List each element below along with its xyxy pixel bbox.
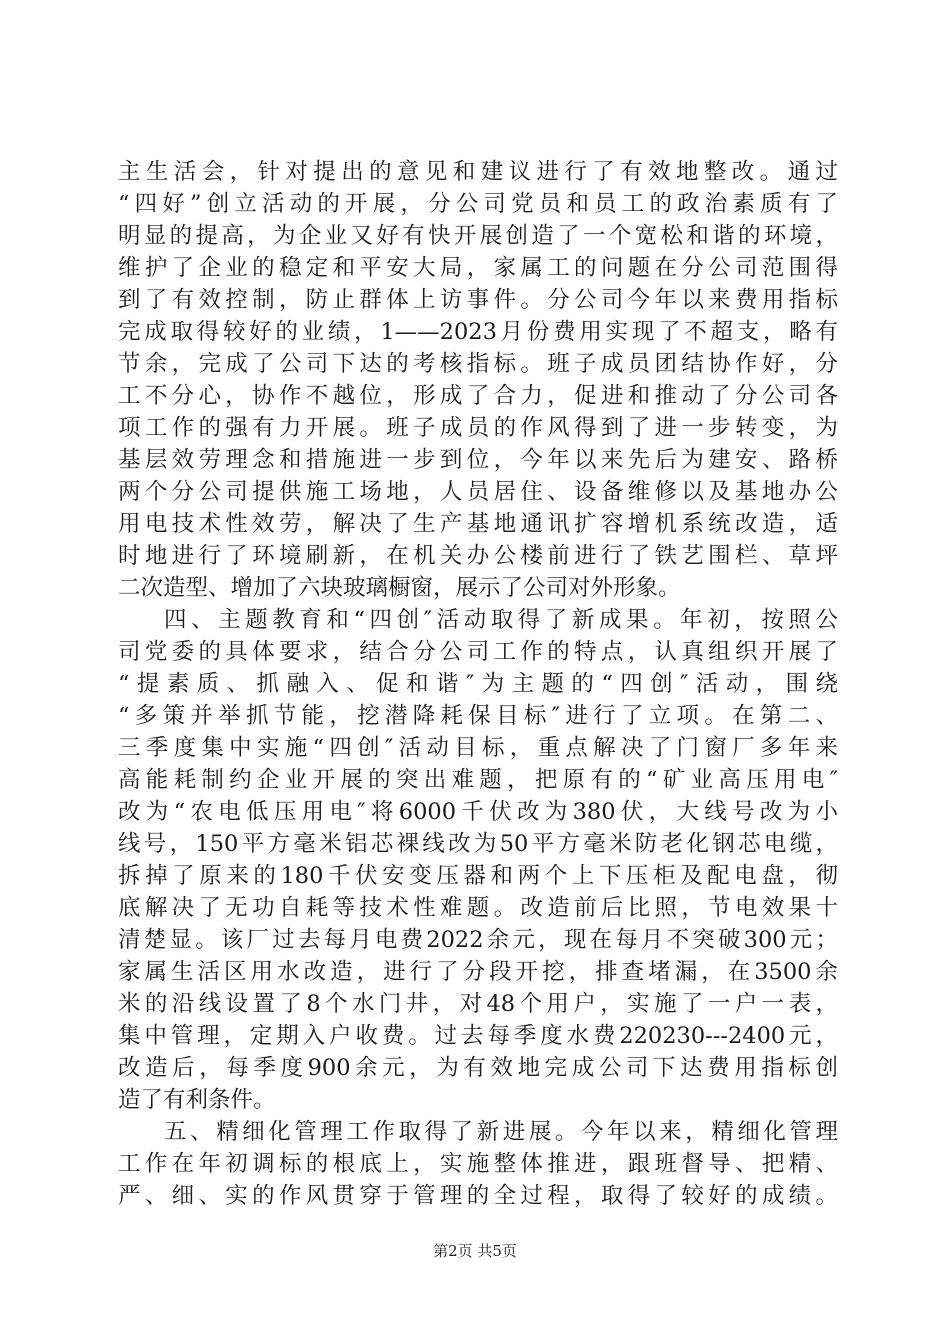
text-line: 米的沿线设置了8个水门井，对48个用户，实施了一户一表， — [118, 991, 838, 1017]
text-line: “多策并举抓节能，挖潜降耗保目标″进行了立项。在第二、 — [118, 703, 838, 729]
text-line: 家属生活区用水改造，进行了分段开挖，排查堵漏，在3500余 — [118, 959, 838, 985]
text-line: 两个分公司提供施工场地，人员居住、设备维修以及基地办公 — [118, 479, 838, 505]
text-line: 改造后，每季度900余元，为有效地完成公司下达费用指标创 — [118, 1055, 838, 1081]
text-line: 完成取得较好的业绩，1——2023月份费用实现了不超支，略有 — [118, 319, 838, 345]
text-line: 严、细、实的作风贯穿于管理的全过程，取得了较好的成绩。 — [118, 1183, 838, 1209]
document-body — [118, 156, 838, 1212]
text-line: 集中管理，定期入户收费。过去每季度水费220230---2400元， — [118, 1023, 838, 1049]
text-line: 主生活会，针对提出的意见和建议进行了有效地整改。通过 — [118, 159, 838, 185]
text-line: 节余，完成了公司下达的考核指标。班子成员团结协作好，分 — [118, 351, 838, 377]
text-line: 三季度集中实施“四创″活动目标，重点解决了门窗厂多年来 — [118, 735, 838, 761]
text-line: “提素质、抓融入、促和谐″为主题的“四创″活动，围绕 — [118, 671, 838, 697]
text-line: 司党委的具体要求，结合分公司工作的特点，认真组织开展了 — [118, 639, 838, 665]
text-line: 清楚显。该厂过去每月电费2022余元，现在每月不突破300元； — [118, 927, 838, 953]
paragraph-4-start: 四、主题教育和“四创″活动取得了新成果。年初，按照公 — [164, 607, 838, 633]
text-line: 时地进行了环境刷新，在机关办公楼前进行了铁艺围栏、草坪 — [118, 543, 838, 569]
text-line: 二次造型、增加了六块玻璃橱窗，展示了公司对外形象。 — [118, 575, 681, 601]
text-line: 改为“农电低压用电″将6000千伏改为380伏，大线号改为小 — [118, 799, 838, 825]
text-line: 线号，150平方毫米铝芯裸线改为50平方毫米防老化钢芯电缆， — [118, 831, 838, 857]
text-line: 维护了企业的稳定和平安大局，家属工的问题在分公司范围得 — [118, 255, 838, 281]
text-line: 项工作的强有力开展。班子成员的作风得到了进一步转变，为 — [118, 415, 838, 441]
text-line: 基层效劳理念和措施进一步到位，今年以来先后为建安、路桥 — [118, 447, 838, 473]
text-line: 高能耗制约企业开展的突出难题，把原有的“矿业高压用电″ — [118, 767, 838, 793]
text-line: 拆掉了原来的180千伏安变压器和两个上下压柜及配电盘，彻 — [118, 863, 838, 889]
text-line: 工作在年初调标的根底上，实施整体推进，跟班督导、把精、 — [118, 1151, 838, 1177]
text-line: 到了有效控制，防止群体上访事件。分公司今年以来费用指标 — [118, 287, 838, 313]
text-line: 明显的提高，为企业又好有快开展创造了一个宽松和谐的环境， — [118, 223, 838, 249]
paragraph-5-start: 五、精细化管理工作取得了新进展。今年以来，精细化管理 — [164, 1119, 838, 1145]
text-line: 用电技术性效劳，解决了生产基地通讯扩容增机系统改造，适 — [118, 511, 838, 537]
page-number: 第2页 共5页 — [433, 1242, 517, 1260]
text-line: 造了有利条件。 — [118, 1087, 276, 1113]
text-line: 底解决了无功自耗等技术性难题。改造前后比照，节电效果十 — [118, 895, 838, 921]
text-line: “四好”创立活动的开展，分公司党员和员工的政治素质有了 — [118, 191, 838, 217]
text-line: 工不分心，协作不越位，形成了合力，促进和推动了分公司各 — [118, 383, 838, 409]
